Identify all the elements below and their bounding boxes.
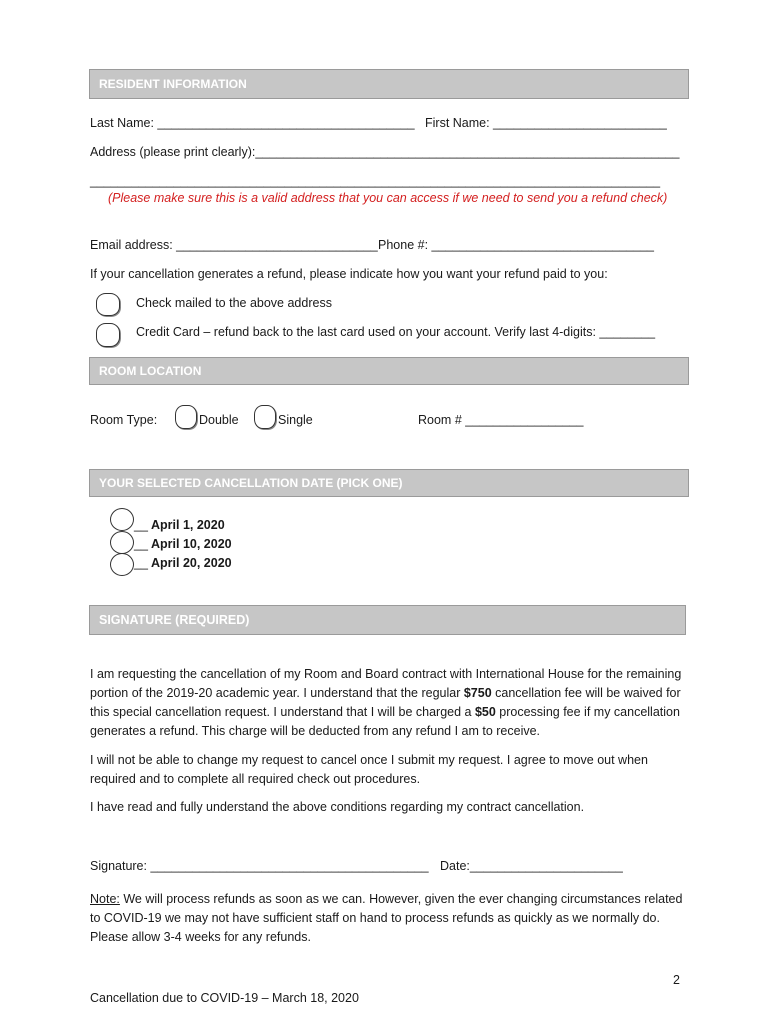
room-type-single-label: Single — [278, 413, 313, 427]
refund-check-label: Check mailed to the above address — [136, 296, 332, 310]
signature-field[interactable]: Signature: ________________________________________ — [90, 859, 429, 873]
date-field[interactable]: Date:______________________ — [440, 859, 623, 873]
note-text: We will process refunds as soon as we can. However, given the ever changing circumstances related to COVID-19 we may not have sufficient staff on hand to process refunds as quickly as we normally do. Please allow 3-4 weeks for any refunds. — [90, 892, 683, 944]
refund-check-radio[interactable] — [96, 293, 120, 316]
regular-fee: $750 — [463, 686, 492, 700]
room-type-label: Room Type: — [90, 413, 158, 427]
last-name-field[interactable]: Last Name: _____________________________________ — [90, 116, 415, 130]
processing-fee: $50 — [474, 705, 496, 719]
cancel-date-april-1-radio[interactable] — [110, 508, 134, 531]
room-type-single-radio[interactable] — [254, 405, 276, 429]
address-line-2-field[interactable]: __________________________________________________________________________________ — [90, 174, 661, 188]
resident-information-header: RESIDENT INFORMATION — [89, 69, 689, 99]
page-number: 2 — [673, 973, 680, 987]
room-number-field[interactable]: Room # _________________ — [418, 413, 584, 427]
footer-title: Cancellation due to COVID-19 – March 18, 2020 — [90, 991, 359, 1005]
room-type-double-label: Double — [199, 413, 239, 427]
phone-field[interactable]: Phone #: ________________________________ — [378, 238, 654, 252]
terms-text-b: cancellation fee will be waived for this special cancellation request. I understand that I will be charged a — [90, 686, 681, 719]
move-out-paragraph: I will not be able to change my request to cancel once I submit my request. I agree to move out when required and to complete all required check out procedures. — [90, 753, 648, 786]
cancel-date-blank: __ — [134, 537, 148, 551]
note-label: Note: — [90, 892, 120, 906]
cancel-date-april-1-label: April 1, 2020 — [151, 518, 225, 532]
refund-credit-card-radio[interactable] — [96, 323, 120, 347]
cancellation-date-header: YOUR SELECTED CANCELLATION DATE (PICK ONE) — [89, 469, 689, 497]
cancel-date-april-20-radio[interactable] — [110, 553, 134, 576]
refund-note-paragraph — [90, 890, 695, 947]
room-type-double-radio[interactable] — [175, 405, 197, 429]
cancel-date-april-10-radio[interactable] — [110, 531, 134, 554]
cancel-date-april-10-label: April 10, 2020 — [151, 537, 232, 551]
refund-credit-card-label: Credit Card – refund back to the last card used on your account. Verify last 4-digits: ________ — [136, 325, 656, 339]
first-name-field[interactable]: First Name: _________________________ — [425, 116, 667, 130]
acknowledgement-paragraph: I have read and fully understand the above conditions regarding my contract cancellation. — [90, 800, 585, 814]
cancel-date-blank: __ — [134, 518, 148, 532]
terms-text-a: I am requesting the cancellation of my Room and Board contract with International House for the remaining portion of the 2019-20 academic year. I understand that the regular — [90, 667, 682, 700]
terms-text-c: processing fee if my cancellation generates a refund. This charge will be deducted from any refund I am to receive. — [90, 705, 680, 738]
email-field[interactable]: Email address: _____________________________ — [90, 238, 378, 252]
address-note: (Please make sure this is a valid address that you can access if we need to send you a refund check) — [108, 191, 668, 205]
refund-question: If your cancellation generates a refund, please indicate how you want your refund paid to you: — [90, 267, 608, 281]
cancel-date-blank: __ — [134, 556, 148, 570]
cancellation-terms-paragraph — [90, 665, 695, 741]
signature-header: SIGNATURE (REQUIRED) — [89, 605, 686, 635]
room-location-header: ROOM LOCATION — [89, 357, 689, 385]
cancel-date-april-20-label: April 20, 2020 — [151, 556, 232, 570]
address-field[interactable]: Address (please print clearly):_____________________________________________________________ — [90, 145, 680, 159]
